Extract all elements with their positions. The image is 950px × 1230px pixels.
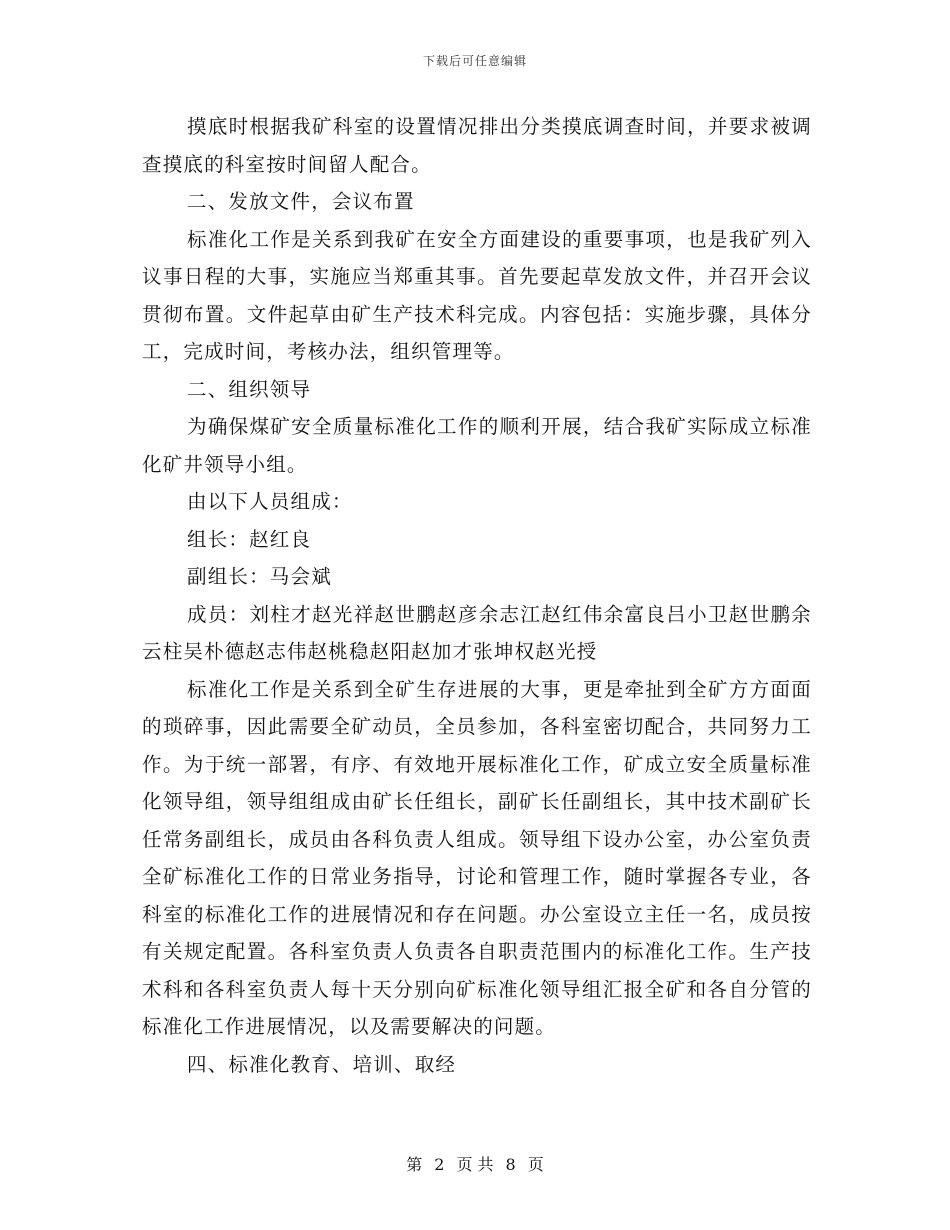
document-body [142,108,812,1083]
paragraph: 标准化工作是关系到全矿生存进展的大事，更是牵扯到全矿方方面面的琐碎事，因此需要全矿动员，全员参加，各科室密切配合，共同努力工作。为于统一部署，有序、有效地开展标准化工作，矿成立安全质量标准化领导组，领导组组成由矿长任组长，副矿长任副组长，其中技术副矿长任常务副组长，成员由各科负责人组成。领导组下设办公室，办公室负责全矿标准化工作的日常业务指导，讨论和管理工作，随时掌握各专业，各科室的标准化工作的进展情况和存在问题。办公室设立主任一名，成员按有关规定配置。各科室负责人负责各自职责范围内的标准化工作。生产技术科和各科室负责人每十天分别向矿标准化领导组汇报全矿和各自分管的标准化工作进展情况，以及需要解决的问题。 [142,677,812,1038]
paragraph: 摸底时根据我矿科室的设置情况排出分类摸底调查时间，并要求被调查摸底的科室按时间留人配合。 [142,115,812,176]
page-header: 下载后可任意编辑 [422,54,527,68]
paragraph: 由以下人员组成： [187,490,353,513]
paragraph: 副组长：马会斌 [187,565,332,588]
section-heading: 二、发放文件，会议布置 [187,190,415,213]
footer-page-number: 2 [434,1155,445,1174]
paragraph: 为确保煤矿安全质量标准化工作的顺利开展，结合我矿实际成立标准化矿井领导小组。 [142,415,812,476]
footer-total-pages: 8 [505,1155,516,1174]
paragraph: 组长：赵红良 [187,527,312,551]
footer-prefix: 第 [406,1155,423,1174]
footer-middle: 页 共 [456,1155,494,1174]
footer-suffix: 页 [527,1155,544,1174]
page-footer [0,1152,950,1175]
section-heading: 二、组织领导 [187,377,312,401]
paragraph: 成员：刘柱才赵光祥赵世鹏赵彦余志江赵红伟余富良吕小卫赵世鹏余云柱吴朴德赵志伟赵桃稳赵阳赵加才张坤权赵光授 [142,602,812,663]
section-heading: 四、标准化教育、培训、取经 [187,1052,457,1076]
paragraph: 标准化工作是关系到我矿在安全方面建设的重要事项，也是我矿列入议事日程的大事，实施应当郑重其事。首先要起草发放文件，并召开会议贯彻布置。文件起草由矿生产技术科完成。内容包括：实施步骤，具体分工，完成时间，考核办法，组织管理等。 [142,227,812,363]
